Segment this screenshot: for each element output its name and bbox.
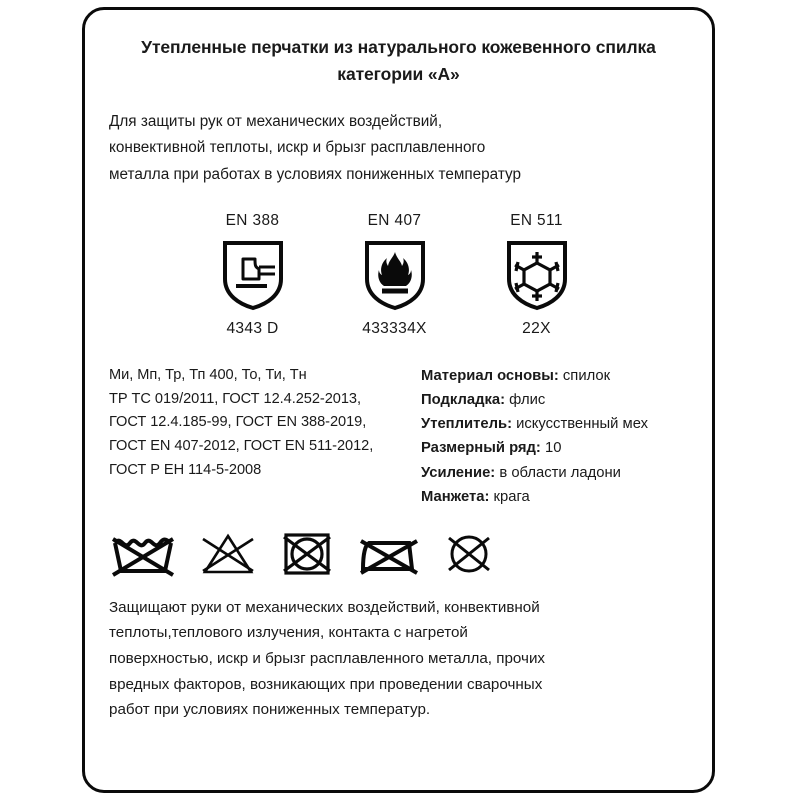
do-not-dry-clean-icon [445,531,493,577]
standards-line-5: ГОСТ Р ЕН 114-5-2008 [109,461,262,478]
label-content [85,10,712,790]
spec-row-material [421,364,690,388]
page-title [107,34,690,87]
en-511-performance-code: 22X [522,320,551,338]
mechanical-hazard-shield-icon [221,239,285,311]
standards-and-specs-block [107,364,690,509]
spec-value-size-range: 10 [540,440,562,457]
spec-value-material: спилок [558,368,611,385]
care-symbol-row [107,531,690,577]
do-not-bleach-icon [199,531,257,577]
product-label-card [82,7,715,793]
standards-line-1: Ми, Мп, Тр, Тп 400, То, Ти, Тн [109,367,307,384]
footer-line-3: поверхностью, искр и брызг расплавленного металла, прочих [109,650,546,668]
en-407-standard-label: EN 407 [367,212,422,230]
spec-label-size-range: Размерный ряд: [421,440,541,457]
do-not-iron-icon [357,531,421,577]
intro-line-1: Для защиты рук от механических воздействий, [109,113,443,131]
standards-line-4: ГОСТ EN 407-2012, ГОСТ EN 511-2012, [109,438,374,454]
page-title-line-2: спилка категории «А» [337,37,656,84]
page-title-line-1: Утепленные перчатки из натурального кожевенного [141,37,591,57]
footer-line-5: работ при условиях пониженных температур. [109,701,431,719]
spec-label-reinforcement: Усиление: [421,464,496,481]
cold-hazard-shield-icon [505,239,569,311]
en-388-performance-code: 4343 D [226,320,279,338]
spec-value-reinforcement: в области ладони [495,464,621,481]
spec-row-cuff [421,485,690,509]
intro-line-2: конвективной теплоты, искр и брызг расплавленного [109,139,486,157]
spec-label-cuff: Манжета: [421,488,490,505]
flame-hazard-shield-icon [363,239,427,311]
spec-label-lining: Подкладка: [421,392,506,409]
standards-column [109,364,409,509]
spec-value-insulation: искусственный мех [512,416,648,433]
do-not-wash-icon [111,531,175,577]
spec-row-lining [421,388,690,412]
intro-paragraph [107,109,690,188]
specifications-column [409,364,690,509]
en-511-badge [466,212,608,338]
footer-line-4: вредных факторов, возникающих при проведении сварочных [109,675,543,693]
spec-row-reinforcement [421,461,690,485]
spec-row-insulation [421,412,690,436]
en-511-standard-label: EN 511 [510,212,563,230]
standards-line-2: ТР ТС 019/2011, ГОСТ 12.4.252-2013, [109,390,362,407]
spec-value-lining: флис [505,392,546,409]
spec-value-cuff: крага [489,488,530,505]
spec-label-insulation: Утеплитель: [421,416,513,433]
en-407-badge [324,212,466,338]
spec-label-material: Материал основы: [421,368,559,385]
footer-paragraph [107,595,690,723]
footer-line-1: Защищают руки от механических воздействий, конвективной [109,598,540,616]
en-388-badge [182,212,324,338]
en-standard-badge-group [107,212,690,338]
en-407-performance-code: 433334X [362,320,427,338]
en-388-standard-label: EN 388 [225,212,280,230]
standards-line-3: ГОСТ 12.4.185-99, ГОСТ EN 388-2019, [109,414,367,431]
footer-line-2: теплоты,теплового излучения, контакта с нагретой [109,624,468,642]
spec-row-size-range [421,436,690,460]
do-not-tumble-dry-icon [281,531,333,577]
intro-line-3: металла при работах в условиях пониженных температур [109,165,521,183]
